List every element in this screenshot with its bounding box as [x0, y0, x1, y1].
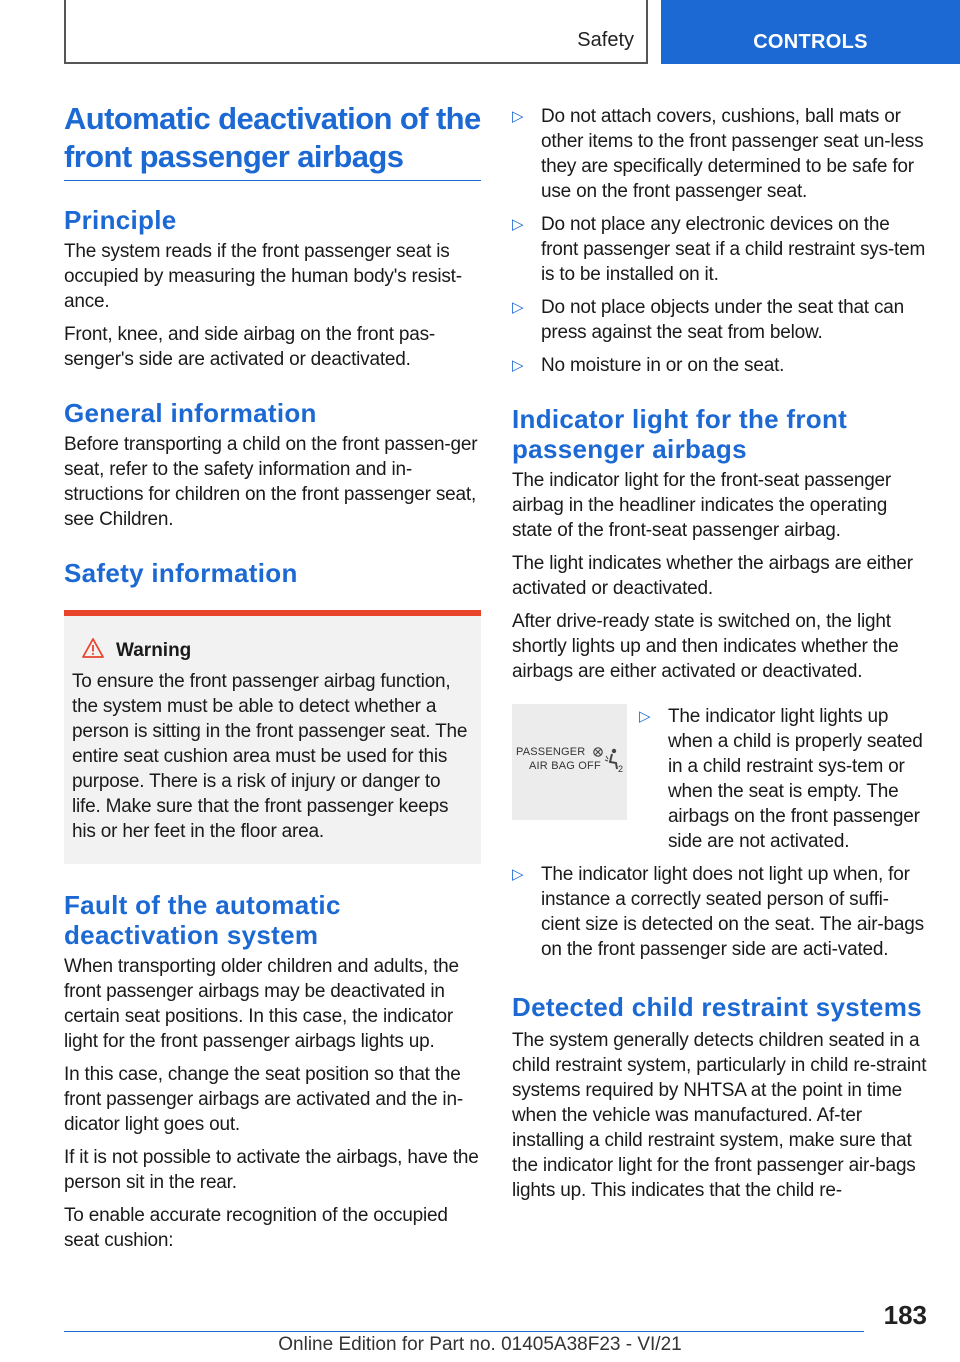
header-section-title: Safety: [577, 29, 634, 51]
indicator-light-row: [512, 704, 927, 854]
page-title: Automatic deactivation of the front passenger airbags: [64, 100, 481, 181]
general-information-heading: General information: [64, 398, 317, 428]
svg-text:2: 2: [618, 764, 624, 774]
header-section-box: [64, 0, 648, 64]
indicator-paragraph-2: The light indicates whether the airbags are either activated or deactivated.: [512, 553, 913, 599]
principle-heading: Principle: [64, 205, 177, 235]
list-item: [639, 704, 927, 854]
indicator-paragraph-1: The indicator light for the front-seat passenger airbag in the headliner indicates the operating state of the front-seat passenger airbag.: [512, 470, 892, 541]
fault-paragraph-2: In this case, change the seat position so that the front passenger airbags are activated and the in‐dicator light goes out.: [64, 1064, 463, 1135]
triangle-bullet-icon: ▷: [512, 866, 524, 883]
indicator-image-label-1: PASSENGER: [516, 746, 586, 758]
footer-edition: Online Edition for Part no. 01405A38F23 - VI/21: [278, 1334, 682, 1355]
warning-body: To ensure the front passenger airbag function, the system must be able to detect whether a person is sitting in the front passenger seat. The entire seat cushion area must be used for this purpose. There is a risk of injury or danger to life. Make sure that the front passenger keeps his or her feet in the floor area.: [72, 671, 468, 842]
triangle-bullet-icon: ▷: [512, 108, 524, 125]
fault-paragraph-4: To enable accurate recognition of the occupied seat cushion:: [64, 1205, 448, 1251]
list-item: [512, 295, 927, 345]
list-item-text: The indicator light lights up when a child is properly seated in a child restraint sys‐tem or when the seat is empty. The airbags on the front passenger side are not activated.: [668, 706, 923, 852]
safety-information-heading: Safety information: [64, 558, 298, 588]
airbag-off-icon: [592, 746, 624, 779]
triangle-bullet-icon: ▷: [512, 299, 524, 316]
list-item: [512, 212, 927, 287]
list-item-text: Do not place objects under the seat that can press against the seat from below.: [541, 297, 904, 343]
header-chapter-tab: [661, 0, 960, 64]
page-number: 183: [883, 1300, 927, 1330]
principle-paragraph-1: The system reads if the front passenger seat is occupied by measuring the human body's resist‐ance.: [64, 241, 462, 312]
warning-header: [82, 638, 473, 663]
list-item-text: Do not place any electronic devices on the front passenger seat if a child restraint sys‐tem is to be installed on it.: [541, 214, 926, 285]
fault-paragraph-1: When transporting older children and adults, the front passenger airbags may be deactivated in certain seat positions. In this case, the indicator light for the front passenger airbags lights up.: [64, 956, 459, 1052]
triangle-bullet-icon: ▷: [639, 708, 651, 725]
list-item-text: Do not attach covers, cushions, ball mats or other items to the front passenger seat un‐less they are specifically determined to be safe for use on the front passenger seat.: [541, 106, 924, 202]
footer-divider: [64, 1331, 864, 1332]
triangle-bullet-icon: ▷: [512, 357, 524, 374]
detected-paragraph-1: The system generally detects children seated in a child restraint system, particularly in child re‐straint systems required by NHTSA at the point in time when the vehicle was manufactured. Af‐ter installing a child restraint system, make sure that the indicator light for the front passenger air‐bags lights up. This indicates that the child re‐: [512, 1030, 927, 1201]
detected-child-restraint-heading: Detected child restraint systems: [512, 992, 922, 1022]
header-chapter-title: CONTROLS: [753, 31, 868, 53]
list-item-text: No moisture in or on the seat.: [541, 355, 785, 376]
indicator-image-label-2: AIR BAG OFF: [529, 760, 601, 772]
list-item-text: The indicator light does not light up when, for instance a correctly seated person of suffi‐cient size is detected on the seat. The air‐bags on the front passenger side are acti‐vated.: [541, 864, 924, 960]
triangle-bullet-icon: ▷: [512, 216, 524, 233]
warning-box: [64, 610, 481, 864]
warning-title: Warning: [116, 639, 192, 661]
general-information-paragraph: Before transporting a child on the front passen‐ger seat, refer to the safety information and in‐structions for children on the front passenger seat, see Children.: [64, 434, 478, 530]
left-column: [64, 100, 481, 1261]
fault-paragraph-3: If it is not possible to activate the airbags, have the person sit in the rear.: [64, 1147, 479, 1193]
indicator-light-heading: Indicator light for the front passenger airbags: [512, 404, 848, 464]
list-item: [512, 353, 927, 378]
list-item: [512, 862, 927, 962]
fault-heading: Fault of the automatic deactivation system: [64, 890, 341, 950]
principle-paragraph-2: Front, knee, and side airbag on the front pas‐senger's side are activated or deactivated.: [64, 324, 436, 370]
indicator-paragraph-3: After drive-ready state is switched on, the light shortly lights up and then indicates whether the airbags are either activated or deactivated.: [512, 611, 899, 682]
right-column: [512, 104, 927, 1211]
warning-triangle-icon: [82, 638, 104, 663]
list-item: [512, 104, 927, 204]
indicator-light-image: [512, 704, 627, 820]
